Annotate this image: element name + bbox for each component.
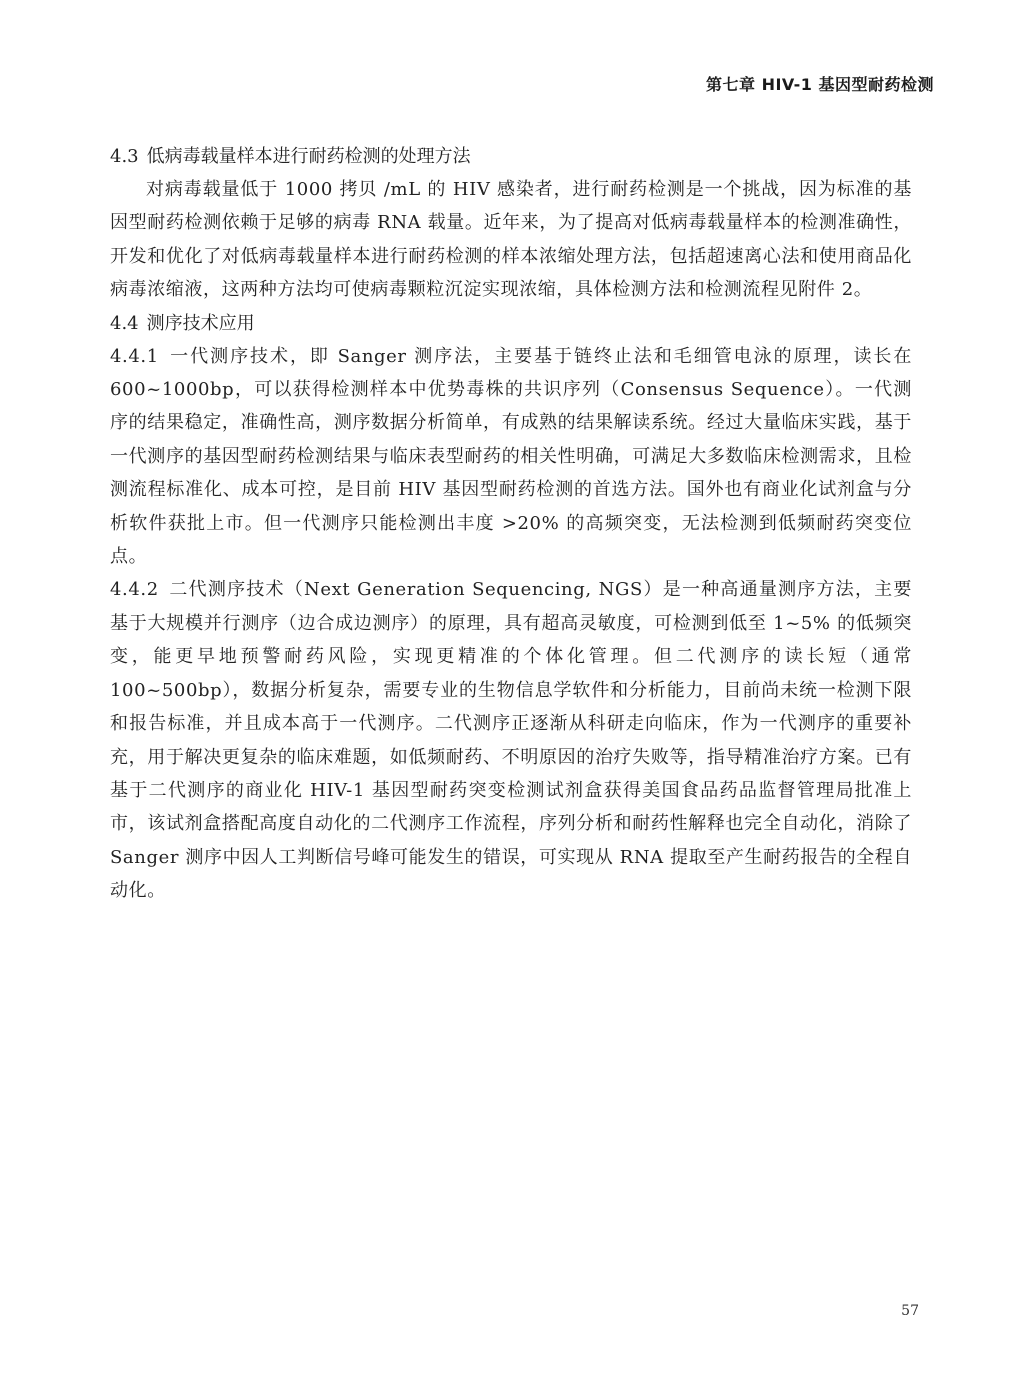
section-number: 4.4 [110, 312, 139, 334]
subsection-number: 4.4.1 [110, 345, 159, 367]
subsection-number: 4.4.2 [110, 579, 159, 601]
section-title: 低病毒载量样本进行耐药检测的处理方法 [146, 146, 471, 167]
chapter-header: 第七章 HIV-1 基因型耐药检测 [706, 75, 934, 94]
section-4-4-2-paragraph [110, 573, 912, 907]
section-4-3-body: 对病毒载量低于 1000 拷贝 /mL 的 HIV 感染者，进行耐药检测是一个挑战，因为标准的基因型耐药检测依赖于足够的病毒 RNA 载量。近年来，为了提高对低病毒载量样本的检测准确性，开发和优化了对低病毒载量样本进行耐药检测的样本浓缩处理方法，包括超速离心法和使用商品化病毒浓缩液，这两种方法均可使病毒颗粒沉淀实现浓缩，具体检测方法和检测流程见附件 2。 [110, 179, 912, 301]
section-number: 4.3 [110, 146, 139, 167]
page-content [110, 140, 912, 908]
section-4-3-heading [110, 140, 912, 173]
subsection-body: 一代测序技术，即 Sanger 测序法，主要基于链终止法和毛细管电泳的原理，读长在 600~1000bp，可以获得检测样本中优势毒株的共识序列（Consensus Sequence）。一代测序的结果稳定，准确性高，测序数据分析简单，有成熟的结果解读系统。经过大量临床实践，基于一代测序的基因型耐药检测结果与临床表型耐药的相关性明确，可满足大多数临床检测需求，且检测流程标准化、成本可控，是目前 HIV 基因型耐药检测的首选方法。国外也有商业化试剂盒与分析软件获批上市。但一代测序只能检测出丰度 >20% 的高频突变，无法检测到低频耐药突变位点。 [110, 345, 912, 568]
page-number: 57 [901, 1303, 919, 1319]
subsection-body: 二代测序技术（Next Generation Sequencing, NGS）是一种高通量测序方法，主要基于大规模并行测序（边合成边测序）的原理，具有超高灵敏度，可检测到低至 1~5% 的低频突变，能更早地预警耐药风险，实现更精准的个体化管理。但二代测序的读长短（通常 100~500bp），数据分析复杂，需要专业的生物信息学软件和分析能力，目前尚未统一检测下限和报告标准，并且成本高于一代测序。二代测序正逐渐从科研走向临床，作为一代测序的重要补充，用于解决更复杂的临床难题，如低频耐药、不明原因的治疗失败等，指导精准治疗方案。已有基于二代测序的商业化 HIV-1 基因型耐药突变检测试剂盒获得美国食品药品监督管理局批准上市，该试剂盒搭配高度自动化的二代测序工作流程，序列分析和耐药性解释也完全自动化，消除了 Sanger 测序中因人工判断信号峰可能发生的错误，可实现从 RNA 提取至产生耐药报告的全程自动化。 [110, 579, 912, 902]
section-4-4-heading [110, 307, 912, 340]
section-title: 测序技术应用 [146, 312, 255, 334]
section-4-4-1-paragraph [110, 340, 912, 574]
header-divider [110, 106, 912, 107]
